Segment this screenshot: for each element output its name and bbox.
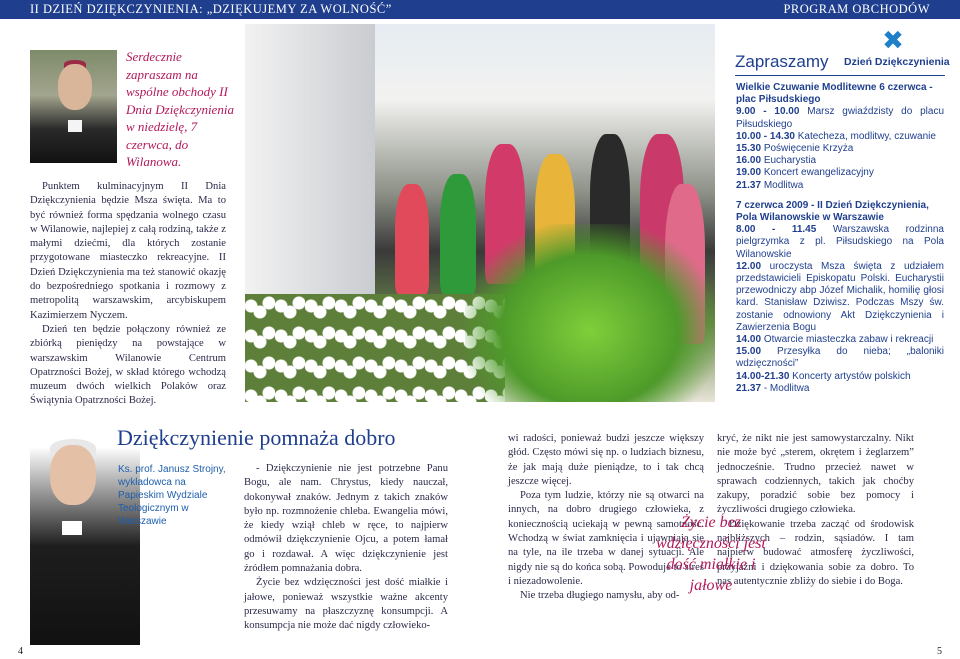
priest-photo [30,425,140,645]
schedule-title: Zapraszamy [735,52,829,71]
schedule-item: 15.30 Poświęcenie Krzyża [736,143,854,155]
article-paragraph: Życie bez wdzięczności jest dość miałkie i jałowe, ponieważ wszystkie ważne akcenty przesuwamy na płaszczyznę konsumpcji. A konsumpcja nie może dać nigdy człowieko- [244,577,448,632]
schedule-item: 15.00 Przesyłka do nieba; „baloniki wdzięczności” [736,346,945,370]
page-number-right: 5 [937,646,942,657]
schedule-item: 8.00 - 11.45 Warszawska rodzinna pielgrzymka z pl. Piłsudskiego na Pola Wilanowskie [736,224,944,260]
schedule-item: 21.37 - Modlitwa [736,382,810,394]
schedule-item: 21.37 Modlitwa [736,179,804,191]
intro-paragraph: Punktem kulminacyjnym II Dnia Dziękczynienia będzie Msza święta. Ma to być również forma spędzania wolnego czasu w Wilanowie, najlepiej z całą rodziną, także z małymi dziećmi, dla których zostanie przygotowane miasteczko rekreacyjne. II Dzień Dziękczynienia ma też stanowić okazję do bezpośredniego spotkania i rozmowy z metropolitą warszawskim, arcybiskupem Kazimierzem Nyczem. [30,181,226,321]
header-bar [0,0,960,19]
article-paragraph: kryć, że nikt nie jest samowystarczalny. Nikt nie może być „sterem, okrętem i żeglarzem” jednocześnie. Trudno przecież nawet w sprawach codziennych, takich jak choćby zakupy, poradzić sobie bez pomocy i życzliwości drugiego człowieka. [717,433,914,516]
pull-quote: Życie bez wdzięczności jest dość miałkie i jałowe [656,514,766,594]
article-paragraph: Nie trzeba długiego namysłu, aby od- [520,590,680,602]
invitation-text: Serdecznie zapraszam na wspólne obchody II Dnia Dziękczynienia w niedzielę, 7 czerwca, do Wilanowa. [126,49,234,169]
schedule-item: 14.00 Otwarcie miasteczka zabaw i rekreacji [736,334,934,346]
intro-body [30,180,226,409]
article-author: Ks. prof. Janusz Strojny, wykładowca na Papieskim Wydziale Teologicznym w Warszawie [118,464,226,527]
schedule-item: 12.00 uroczysta Msza święta z udziałem przedstawicieli Episkopatu Polski. Eucharystii przewodniczy abp Józef Michalik, homilię głosi kard. Stanisław Dziwisz. Podczas Mszy św. zostanie odnowiony Akt Dziękczynienia i Zawierzenia Bogu [736,260,944,333]
schedule-item: 10.00 - 14.30 Katecheza, modlitwy, czuwanie [736,130,936,142]
schedule [736,82,944,395]
logo-icon: ✖ [882,26,904,55]
day1-heading: Wielkie Czuwanie Modlitewne 6 czerwca - plac Piłsudskiego [736,82,933,106]
intro-paragraph: Dzień ten będzie połączony również ze zbiórką pieniędzy na powstające w warszawskim Wilanowie Centrum Opatrzności Bożej, w skład którego wchodzą muzeum dwóch wielkich Polaków oraz Świątynia Opatrzności Bożej. [30,323,226,407]
article-paragraph: wi radości, ponieważ budzi jeszcze większy głód. Często mówi się np. o ludziach biznesu, że jak mają duże pieniądze, to i tak chcą jeszcze więcej. [508,433,704,487]
article-paragraph: - Dziękczynienie nie jest potrzebne Panu Bogu, ale nam. Chrystus, kiedy nauczał, dokonywał znaków. Jednym z takich znaków było np. rozmnożenie chleba. Ewangelia mówi, że kiedy wziął chleb w ręce, to najpierw odmówił dziękczynienie Ojcu, a potem łamał go i rozdawał. A więc dziękczynienie jest źródłem pomnażania dobra. [244,463,448,575]
archbishop-photo [30,50,117,163]
divider [735,75,945,76]
logo-text: Dzień Dziękczynienia [844,56,950,68]
schedule-item: 19.00 Koncert ewangelizacyjny [736,167,874,179]
page-number-left: 4 [18,646,23,657]
schedule-item: 16.00 Eucharystia [736,155,817,167]
schedule-item: 9.00 - 10.00 Marsz gwiaździsty do placu Piłsudskiego [736,106,945,130]
article-column-1 [244,462,448,634]
article-title: Dziękczynienie pomnaża dobro [117,425,396,450]
article-paragraph: Poza tym ludzie, którzy nie są otwarci na innych, na dobro drugiego człowieka, z koniecznością uciekają w pewną samotność. Wchodzą w świat zamknięcia i ujawniają się na tyle, na ile trzeba w danej sytuacji. Ale nigdy nie są do końca sobą. Powoduje to stres i niezadowolenie. [508,490,704,587]
header-right-title: PROGRAM OBCHODÓW [783,2,930,16]
header-left-title: II DZIEŃ DZIĘKCZYNIENIA: „DZIĘKUJEMY ZA WOLNOŚĆ” [30,2,392,16]
schedule-item: 14.00-21.30 Koncerty artystów polskich [736,370,911,382]
children-choir-photo [245,24,715,402]
day2-heading: 7 czerwca 2009 - II Dzień Dziękczynienia, Pola Wilanowskie w Warszawie [736,199,929,224]
article-paragraph: Dziękowanie trzeba zacząć od środowisk najbliższych – rodzin, sąsiadów. I tam najpierw budować atmosferę życzliwości, przyjaźni i dziękowania sobie za dobro. To nas autentycznie zbliży do siebie i do Boga. [717,518,914,587]
